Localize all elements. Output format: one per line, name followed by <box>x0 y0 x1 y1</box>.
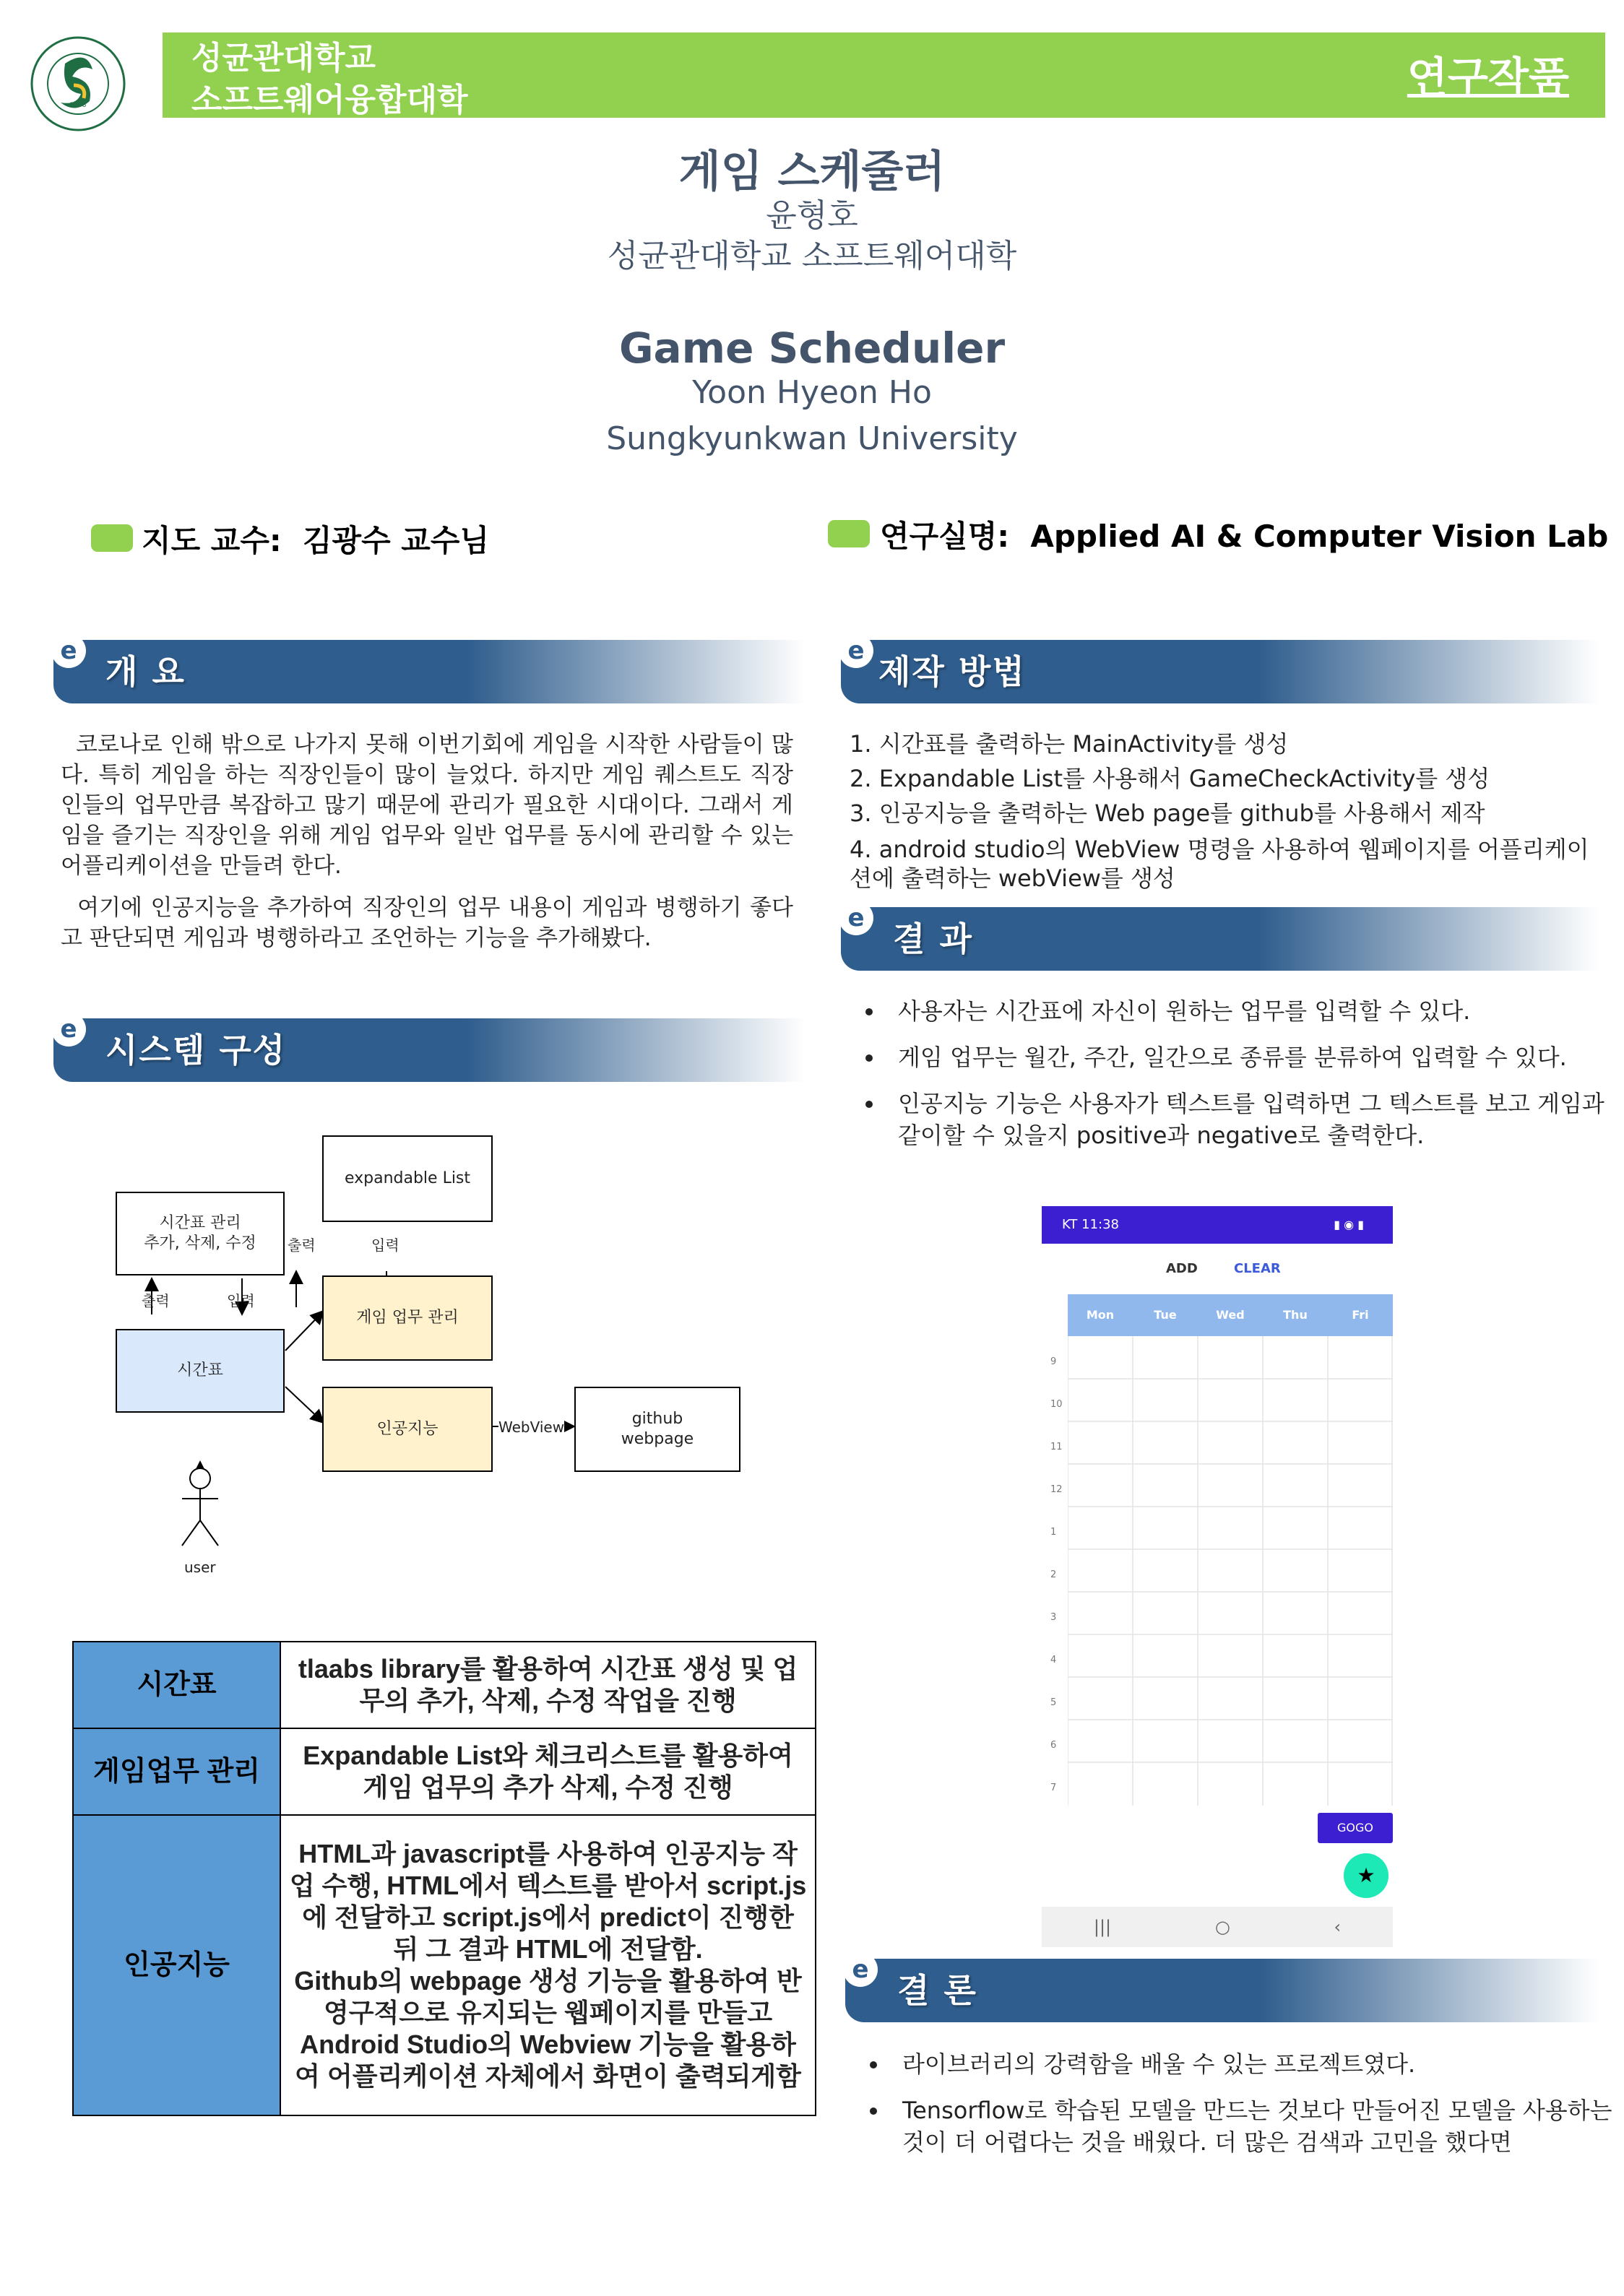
star-fab-icon[interactable]: ★ <box>1344 1853 1388 1898</box>
overview-header <box>53 636 805 703</box>
table-row <box>73 1815 816 2115</box>
lab-label: 연구실명: <box>880 519 1010 554</box>
hour-label: 6 <box>1050 1740 1057 1751</box>
method-step: 1. 시간표를 출력하는 MainActivity를 생성 <box>850 730 1289 758</box>
day-header: Fri <box>1352 1308 1369 1322</box>
diagram-timetable-mgmt: 시간표 관리 추가, 삭제, 수정 <box>116 1192 285 1275</box>
hour-label: 10 <box>1050 1399 1063 1410</box>
author-english: Yoon Hyeon Ho <box>692 374 932 411</box>
svg-text:e: e <box>60 636 77 665</box>
home-icon[interactable]: ○ <box>1214 1917 1230 1937</box>
diagram-timetable: 시간표 <box>116 1329 285 1413</box>
conclusion-title: 결 론 <box>897 1971 977 2010</box>
method-step: 4. android studio의 WebView 명령을 사용하여 웹페이지를 어플리케이션에 출력하는 webView를 생성 <box>850 836 1589 892</box>
title-korean: 게임 스케줄러 <box>678 147 946 197</box>
overview-paragraph-2: 여기에 인공지능을 추가하여 직장인의 업무 내용이 게임과 병행하기 좋다고 판단되면 게임과 병행하라고 조언하는 기능을 추가해봤다. <box>61 895 793 951</box>
hour-label: 7 <box>1050 1782 1057 1793</box>
title-english: Game Scheduler <box>618 324 1006 373</box>
grid-lines <box>1068 1336 1393 1806</box>
result-bullet: • 사용자는 시간표에 자신이 원하는 업무를 입력할 수 있다. <box>885 995 1615 1027</box>
advisor-name: 김광수 교수님 <box>302 523 490 558</box>
timetable-grid[interactable] <box>1042 1336 1393 1806</box>
back-icon[interactable]: ‹ <box>1334 1917 1342 1937</box>
section-e-icon <box>837 898 876 937</box>
day-header: Mon <box>1086 1308 1115 1322</box>
hour-label: 1 <box>1050 1527 1057 1538</box>
gogo-button[interactable]: GOGO <box>1318 1813 1393 1843</box>
affiliation-english: Sungkyunkwan University <box>606 420 1018 457</box>
overview-text <box>61 729 800 953</box>
svg-text:e: e <box>852 1955 869 1984</box>
result-title: 결 과 <box>893 919 973 958</box>
status-icons: ▮ ◉ ▮ <box>1334 1218 1364 1231</box>
diagram-label-out: 출력 <box>288 1236 316 1254</box>
hour-label: 4 <box>1050 1655 1057 1665</box>
table-head: 게임업무 관리 <box>73 1728 280 1815</box>
diagram-label-out: 출력 <box>142 1292 170 1309</box>
hour-label: 12 <box>1050 1484 1063 1495</box>
conclusion-bullets <box>850 2048 1619 2172</box>
table-body: tlaabs library를 활용하여 시간표 생성 및 업무의 추가, 삭제, 수정 작업을 진행 <box>280 1642 816 1728</box>
hour-label: 11 <box>1050 1442 1063 1452</box>
day-header: Thu <box>1283 1308 1308 1322</box>
conclusion-bullet: • 라이브러리의 강력함을 배울 수 있는 프로젝트였다. <box>889 2048 1619 2080</box>
phone-toolbar <box>1042 1244 1393 1294</box>
diagram-github-webpage: github webpage <box>574 1387 740 1472</box>
phone-status-bar <box>1042 1206 1393 1244</box>
table-head: 시간표 <box>73 1642 280 1728</box>
diagram-game-task: 게임 업무 관리 <box>322 1275 493 1361</box>
table-body: Expandable List와 체크리스트를 활용하여 게임 업무의 추가 삭제, 수정 진행 <box>280 1728 816 1815</box>
day-header: Tue <box>1154 1308 1177 1322</box>
overview-title: 개 요 <box>105 652 186 691</box>
diagram-label-webview: WebView <box>498 1418 565 1436</box>
advisor-chip <box>91 524 133 552</box>
system-header <box>53 1015 805 1082</box>
diagram-ai: 인공지능 <box>322 1387 493 1472</box>
svg-text:e: e <box>847 636 865 665</box>
method-step: 3. 인공지능을 출력하는 Web page를 github를 사용해서 제작 <box>850 800 1485 827</box>
method-steps <box>850 727 1594 893</box>
svg-text:1398: 1398 <box>69 102 87 109</box>
status-time: KT 11:38 <box>1062 1217 1119 1232</box>
hour-labels <box>1050 1340 1063 1809</box>
conclusion-header <box>845 1955 1599 2022</box>
phone-nav-bar <box>1042 1907 1393 1947</box>
conclusion-bullet: • Tensorflow로 학습된 모델을 만드는 것보다 만들어진 모델을 사용하는 것이 더 어렵다는 것을 배웠다. 더 많은 검색과 고민을 했다면 <box>889 2094 1619 2158</box>
method-step: 2. Expandable List를 사용해서 GameCheckActivity를 생성 <box>850 765 1490 792</box>
table-head: 인공지능 <box>73 1815 280 2115</box>
section-e-icon <box>837 631 876 670</box>
system-diagram <box>108 1127 759 1589</box>
lab-chip <box>828 520 870 547</box>
university-line1: 성균관대학교 <box>191 40 376 77</box>
method-header <box>841 636 1599 703</box>
timetable-day-header <box>1068 1294 1393 1336</box>
svg-text:e: e <box>60 1015 77 1044</box>
result-bullets <box>845 995 1615 1166</box>
svg-text:e: e <box>847 904 865 932</box>
feature-table <box>72 1641 816 2116</box>
result-header <box>841 904 1599 971</box>
university-name <box>191 38 468 121</box>
diagram-expandable-list: expandable List <box>322 1135 493 1222</box>
university-logo <box>29 35 127 133</box>
diagram-label-in: 입력 <box>227 1292 255 1309</box>
diagram-label-user: user <box>184 1559 216 1576</box>
hour-label: 2 <box>1050 1569 1057 1580</box>
add-button[interactable]: ADD <box>1166 1261 1198 1276</box>
advisor-line <box>142 517 489 560</box>
section-e-icon <box>49 631 88 670</box>
lab-name: Applied AI & Computer Vision Lab <box>1030 519 1609 554</box>
recent-apps-icon[interactable]: ||| <box>1093 1917 1112 1937</box>
day-header: Wed <box>1216 1308 1245 1322</box>
diagram-label-in: 입력 <box>371 1236 399 1254</box>
hour-label: 5 <box>1050 1697 1057 1708</box>
result-bullet: • 게임 업무는 월간, 주간, 일간으로 종류를 분류하여 입력할 수 있다. <box>885 1041 1615 1073</box>
clear-button[interactable]: CLEAR <box>1234 1261 1281 1276</box>
lab-line <box>880 513 1608 556</box>
result-bullet: • 인공지능 기능은 사용자가 텍스트를 입력하면 그 텍스트를 보고 게임과 같이할 수 있을지 positive과 negative로 출력한다. <box>885 1088 1615 1151</box>
advisor-label: 지도 교수: <box>142 523 282 558</box>
affiliation-korean: 성균관대학교 소프트웨어대학 <box>607 238 1017 274</box>
method-title: 제작 방법 <box>878 652 1026 691</box>
app-screenshot <box>1042 1206 1393 1947</box>
category-label: 연구작품 <box>1407 53 1569 102</box>
section-e-icon <box>841 1950 880 1989</box>
system-title: 시스템 구성 <box>105 1031 287 1070</box>
university-line2: 소프트웨어융합대학 <box>191 82 468 118</box>
hour-label: 3 <box>1050 1612 1057 1623</box>
author-korean: 윤형호 <box>766 197 858 234</box>
section-e-icon <box>49 1010 88 1049</box>
table-row <box>73 1728 816 1815</box>
hour-label: 9 <box>1050 1356 1057 1367</box>
overview-paragraph-1: 코로나로 인해 밖으로 나가지 못해 이번기회에 게임을 시작한 사람들이 많다. 특히 게임을 하는 직장인들이 많이 늘었다. 하지만 게임 퀘스트도 직장인들의 업무만큼 복잡하고 많기 때문에 관리가 필요한 시대이다. 그래서 게임을 즐기는 직장인을 위해 게임 업무와 일반 업무를 동시에 관리할 수 있는 어플리케이션을 만들려 한다. <box>61 732 800 879</box>
table-body: HTML과 javascript를 사용하여 인공지능 작업 수행, HTML에서 텍스트를 받아서 script.js에 전달하고 script.js에서 predict이 진행한 뒤 그 결과 HTML에 전달함. Github의 webpage 생성 기능을 활용하여 반영구적으로 유지되는 웹페이지를 만들고 Android Studio의 Webview 기능을 활용하여 어플리케이션 자체에서 화면이 출력되게함 <box>280 1815 816 2115</box>
table-row <box>73 1642 816 1728</box>
